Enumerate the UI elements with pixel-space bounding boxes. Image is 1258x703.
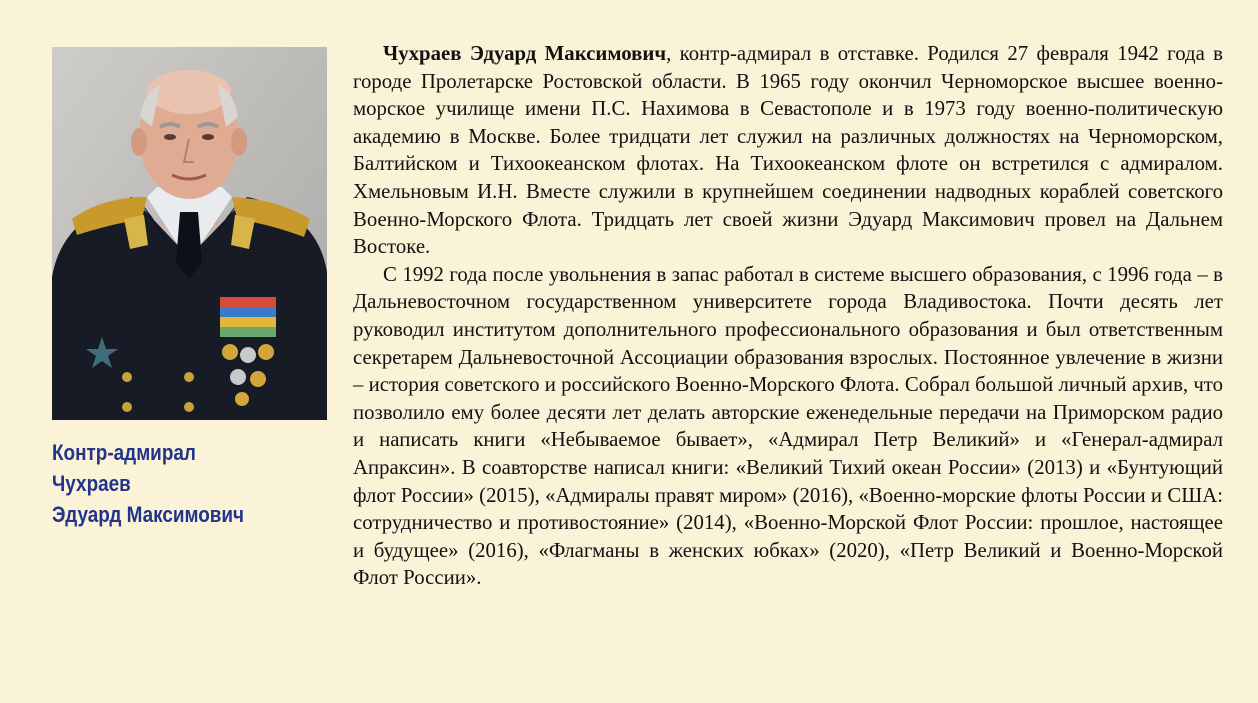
bio-paragraph-2: С 1992 года после увольнения в запас работал в системе высшего образования, с 1996 года – в Дальневосточном государственном университете города Владивостока. Почти десять лет руководил институтом дополнительного профессионального образования и был ответственным секретарем Дальневосточной Ассоциации образования взрослых. Постоянное увлечение в жизни – история советского и российского Военно-Морского Флота. Собрал большой личный архив, что позволило ему более десяти лет делать авторские еженедельные передачи на Приморском радио и написать книги «Небываемое бывает», «Адмирал Петр Великий» и «Генерал-адмирал Апраксин». В соавторстве написал книги: «Великий Тихий океан России» (2013) и «Бунтующий флот России» (2015), «Адмиралы правят миром» (2016), «Военно-морские флоты России и США: сотрудничество и противостояние» (2014), «Военно-Морской Флот России: прошлое, настоящее и будущее» (2016), «Флагманы в женских юбках» (2020), «Петр Великий и Военно-Морской Флот России». <box>353 262 1223 590</box>
bio-person-name: Чухраев Эдуард Максимович <box>383 42 667 65</box>
caption-rank: Контр-адмирал <box>52 440 196 465</box>
portrait-photo <box>52 47 327 420</box>
bio-paragraph-1 <box>353 40 1223 261</box>
caption-surname: Чухраев <box>52 471 131 496</box>
photo-caption <box>52 437 301 530</box>
caption-given-name: Эдуард Максимович <box>52 502 245 527</box>
portrait-illustration <box>52 47 327 420</box>
biography-text <box>353 40 1223 592</box>
bio-paragraph-1-text: , контр-адмирал в отставке. Родился 27 февраля 1942 года в городе Пролетарске Ростовской области. В 1965 году окончил Черноморское высшее военно-морское училище имени П.С. Нахимова в Севастополе и в 1973 году военно-политическую академию в Москве. Более тридцати лет служил на различных должностях на Черноморском, Балтийском и Тихоокеанском флотах. На Тихоокеанском флоте он встретился с адмиралом. Хмельновым И.Н. Вместе служили в крупнейшем соединении надводных кораблей советского Военно-Морского Флота. Тридцать лет своей жизни Эдуард Максимович провел на Дальнем Востоке. <box>353 42 1223 259</box>
